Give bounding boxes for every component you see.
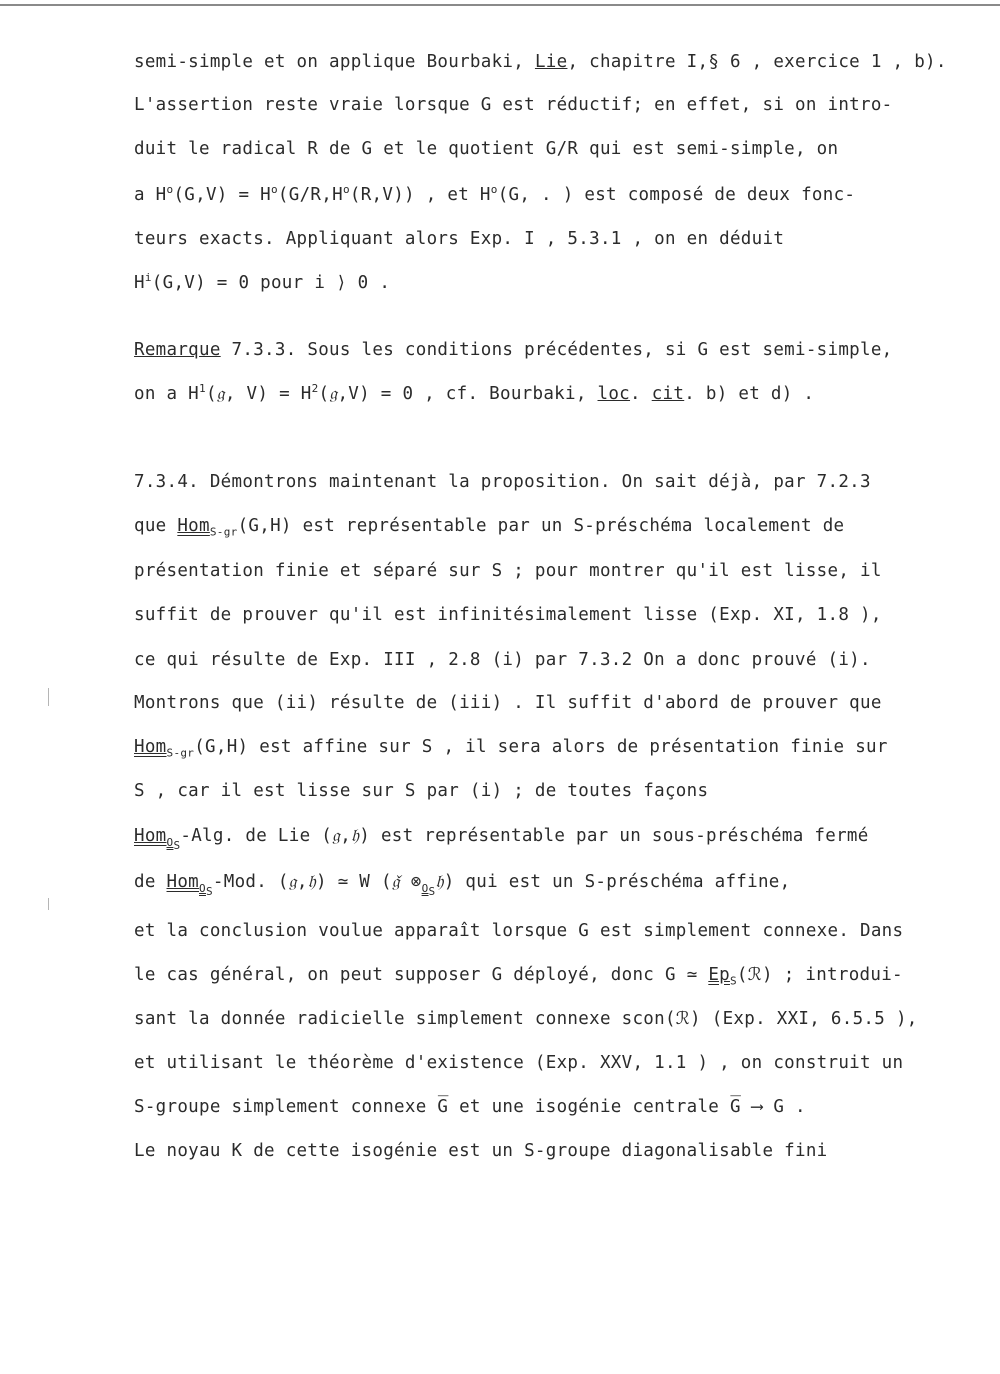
text-line-23 [134,1097,964,1117]
text-span: , [340,826,352,846]
text-line-21: sant la donnée radicielle simplement connexe scon(ℛ) (Exp. XXI, 6.5.5 ), [134,1009,918,1029]
text-span: de [134,872,167,892]
subscript [166,835,181,852]
subscript: S [729,974,737,988]
text-line-16: S , car il est lisse sur S par (i) ; de toutes façons [134,781,709,801]
superscript: 1 [199,382,206,395]
superscript: o [270,183,278,196]
structure-sheaf-o: O [199,881,206,895]
text-span: -Alg. de Lie ( [180,826,333,846]
text-span: ⟶ G . [740,1097,806,1117]
text-span: . [630,383,652,404]
superscript: o [166,183,174,196]
text-span: (G,H) est représentable par un S-préschéma localement de [237,516,845,536]
fraktur-h: 𝔥 [435,872,444,892]
fraktur-h: 𝔥 [351,826,360,846]
text-line-24: Le noyau K de cette isogénie est un S-groupe diagonalisable fini [134,1141,828,1161]
text-span: , chapitre I,§ 6 , exercice 1 , b). [567,52,947,72]
text-span: ( [318,383,330,404]
text-span: ) qui est un S-préschéma affine, [443,872,791,892]
superscript: 2 [311,382,319,395]
text-span: (G, . ) est composé de deux fonc- [497,184,856,205]
text-line-11: présentation finie et séparé sur S ; pour montrer qu'il est lisse, il [134,561,882,581]
subscript: S-gr [166,746,195,760]
text-line-6 [134,271,964,293]
text-span: ⊗ [399,872,422,892]
structure-sheaf-o: O [421,881,429,895]
ep-functor: Ep [708,965,730,985]
subscript: S-gr [209,525,238,539]
text-span: -Mod. ( [212,872,289,892]
text-span: ( [205,383,217,404]
text-line-22: et utilisant le théorème d'existence (Exp. XXV, 1.1 ) , on construit un [134,1053,904,1073]
subscript: S [205,884,213,898]
text-line-13: ce qui résulte de Exp. III , 2.8 (i) par 7.3.2 On a donc prouvé (i). [134,650,871,670]
text-span: , V) = H [224,383,312,404]
text-span: (G,V) = H [173,184,271,205]
text-span: que [134,516,178,536]
loc-abbrev: loc [597,383,631,404]
structure-sheaf-o: O [166,835,174,849]
fraktur-g: 𝔤 [216,383,225,404]
subscript [199,881,213,898]
text-span: semi-simple et on applique Bourbaki, [134,52,535,72]
text-line-17 [134,826,964,852]
remark-line [134,340,964,360]
text-line-4 [134,183,964,205]
text-line-14: Montrons que (ii) résulte de (iii) . Il suffit d'abord de prouver que [134,693,882,713]
text-span: ) ≃ W ( [315,872,392,892]
text-span: ) est représentable par un sous-préschéma fermé [359,826,869,846]
subscript: S [173,838,181,852]
text-line-3: duit le radical R de G et le quotient G/R qui est semi-simple, on [134,139,839,159]
text-span: . b) et d) . [684,383,815,404]
superscript: i [144,271,152,284]
text-span: H [134,272,145,293]
text-span: (G,V) = 0 pour i ⟩ 0 . [151,272,391,293]
text-line-12: suffit de prouver qu'il est infinitésimalement lisse (Exp. XI, 1.8 ), [134,605,882,625]
text-line-1 [134,52,964,72]
text-span: on a H [134,383,200,404]
text-line-20 [134,965,964,988]
text-span: (G,H) est affine sur S , il sera alors de présentation finie sur [194,737,888,757]
hom-functor: Hom [134,737,167,757]
superscript: o [490,183,498,196]
subscript: S [428,884,436,898]
citation-lie: Lie [534,52,568,72]
text-span: (G/R,H [277,184,343,205]
text-span: le cas général, on peut supposer G déployé, donc G ≃ [134,965,709,985]
subscript [421,881,436,898]
cit-abbrev: cit [651,383,685,404]
text-span: (ℛ) ; introdui- [736,965,903,985]
text-span: S-groupe simplement connexe [134,1097,438,1117]
hom-functor: Hom [177,516,210,536]
fraktur-g: 𝔤 [329,383,338,404]
hom-functor: Hom [166,872,200,892]
text-line-15 [134,737,964,760]
section-7-3-4-line: 7.3.4. Démontrons maintenant la proposition. On sait déjà, par 7.2.3 [134,472,871,492]
g-bar: G̅ [437,1097,449,1117]
fraktur-h: 𝔥 [307,872,316,892]
text-span: ,V) = 0 , cf. Bourbaki, [337,383,598,404]
text-line-5: teurs exacts. Appliquant alors Exp. I , 5.3.1 , on en déduit [134,229,785,249]
text-span: , [296,872,308,892]
text-line-2: L'assertion reste vraie lorsque G est réductif; en effet, si on intro- [134,95,893,115]
fraktur-g-dual: 𝔤̌ [391,872,400,892]
fraktur-g: 𝔤 [332,826,341,846]
fraktur-g: 𝔤 [288,872,297,892]
g-bar: G̅ [729,1097,741,1117]
text-span: 7.3.3. Sous les conditions précédentes, si G est semi-simple, [220,340,893,360]
superscript: o [342,183,350,196]
text-line-8 [134,382,964,404]
text-line-18 [134,872,964,898]
remark-heading: Remarque [134,340,221,360]
text-span: (R,V)) , et H [349,184,491,205]
text-line-19: et la conclusion voulue apparaît lorsque G est simplement connexe. Dans [134,921,904,941]
hom-functor: Hom [134,826,167,846]
text-line-10 [134,516,964,539]
text-span: a H [134,184,167,205]
text-span: et une isogénie centrale [448,1097,730,1117]
